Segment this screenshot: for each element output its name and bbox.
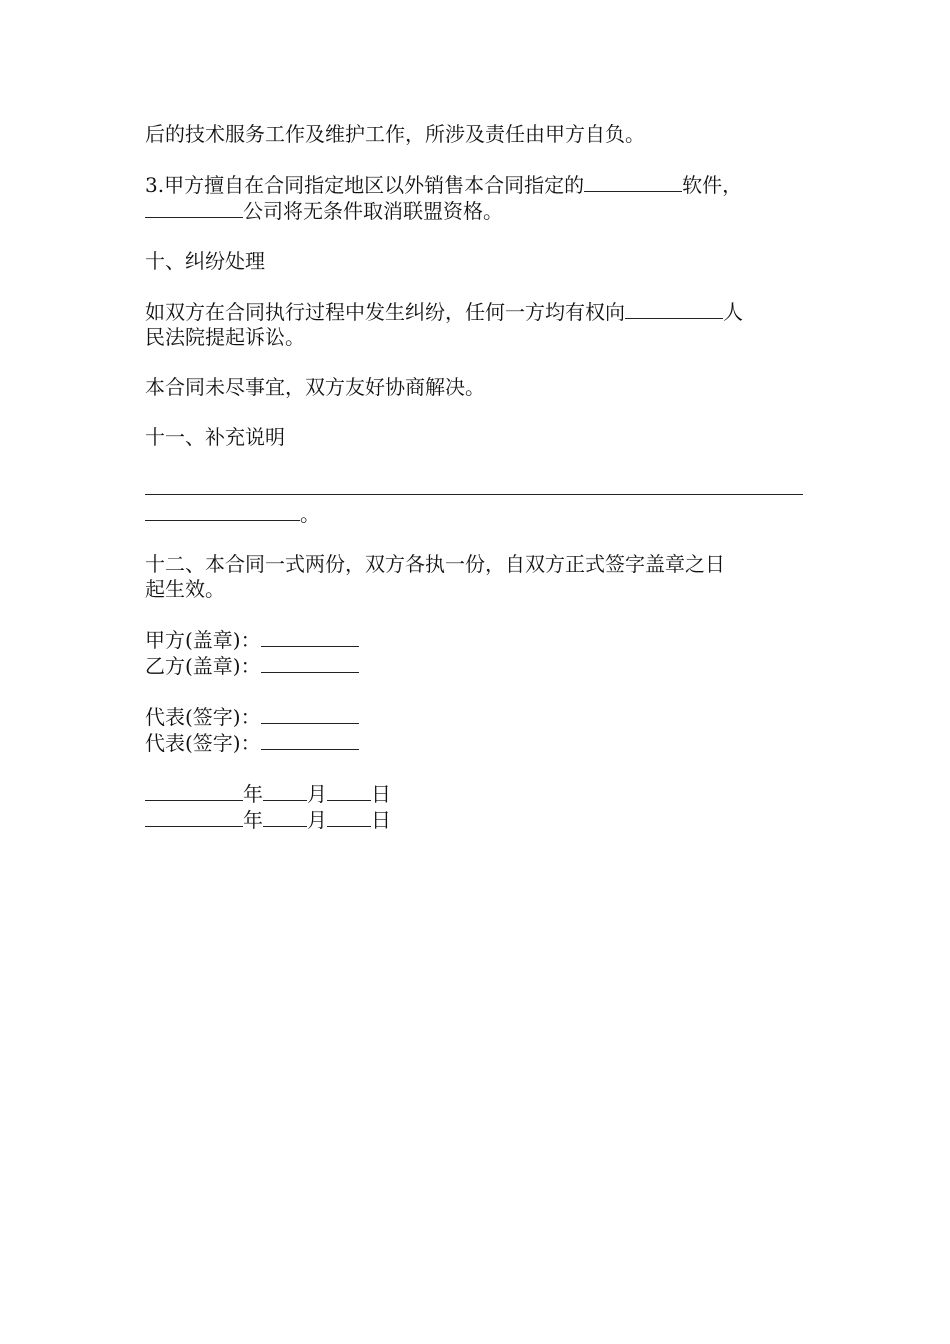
day-blank[interactable] — [327, 807, 371, 827]
section12-line-1: 十二、本合同一式两份，双方各执一份，自双方正式签字盖章之日 — [145, 552, 725, 576]
year-label: 年 — [243, 808, 263, 832]
day-label: 日 — [371, 782, 391, 806]
day-blank[interactable] — [327, 781, 371, 801]
supplement-blanks — [145, 475, 810, 527]
year-blank[interactable] — [145, 807, 243, 827]
section11-heading-text: 十一、补充说明 — [145, 425, 285, 449]
section12-clause — [145, 552, 810, 602]
rep-b-label: 代表(签字)： — [145, 731, 261, 755]
date-line-2 — [145, 807, 810, 833]
clause9-tail-text: 后的技术服务工作及维护工作，所涉及责任由甲方自负。 — [145, 122, 645, 146]
dispute-text-2: 人 — [723, 300, 743, 324]
date-block — [145, 781, 810, 833]
dispute-clause — [145, 299, 810, 350]
clause9-item3 — [145, 172, 810, 224]
year-blank[interactable] — [145, 781, 243, 801]
clause9-item3-text-2: 软件， — [682, 173, 743, 197]
party-b-seal-label: 乙方(盖章)： — [145, 654, 261, 678]
date-line-1 — [145, 781, 810, 807]
section10-heading-text: 十、纠纷处理 — [145, 249, 265, 273]
year-label: 年 — [243, 782, 263, 806]
rep-a-label: 代表(签字)： — [145, 705, 261, 729]
party-b-seal-blank[interactable] — [261, 653, 359, 673]
clause9-tail — [145, 122, 810, 147]
supplement-blank-line-1[interactable] — [145, 475, 803, 495]
representative-block — [145, 704, 810, 756]
month-blank[interactable] — [263, 781, 307, 801]
supplement-blank-line-2[interactable] — [145, 501, 300, 521]
party-a-seal-blank[interactable] — [261, 627, 359, 647]
party-a-seal-label: 甲方(盖章)： — [145, 628, 261, 652]
supplement-end-mark: 。 — [300, 502, 320, 526]
section12-line-2: 起生效。 — [145, 577, 225, 601]
dispute-text-1: 如双方在合同执行过程中发生纠纷，任何一方均有权向 — [145, 300, 625, 324]
seal-block — [145, 627, 810, 679]
contract-page — [145, 122, 810, 858]
clause9-item3-text-3: 公司将无条件取消联盟资格。 — [243, 199, 503, 223]
rep-b-blank[interactable] — [261, 730, 359, 750]
court-blank[interactable] — [625, 299, 723, 319]
company-blank[interactable] — [145, 198, 243, 218]
month-label: 月 — [307, 782, 327, 806]
software-blank[interactable] — [584, 172, 682, 192]
section11-heading — [145, 425, 810, 450]
rep-a-blank[interactable] — [261, 704, 359, 724]
day-label: 日 — [371, 808, 391, 832]
unresolved-text: 本合同未尽事宜，双方友好协商解决。 — [145, 375, 485, 399]
month-label: 月 — [307, 808, 327, 832]
month-blank[interactable] — [263, 807, 307, 827]
dispute-text-3: 民法院提起诉讼。 — [145, 325, 305, 349]
clause9-item3-text-1: 3.甲方擅自在合同指定地区以外销售本合同指定的 — [145, 173, 585, 197]
unresolved-clause — [145, 375, 810, 400]
section10-heading — [145, 249, 810, 274]
